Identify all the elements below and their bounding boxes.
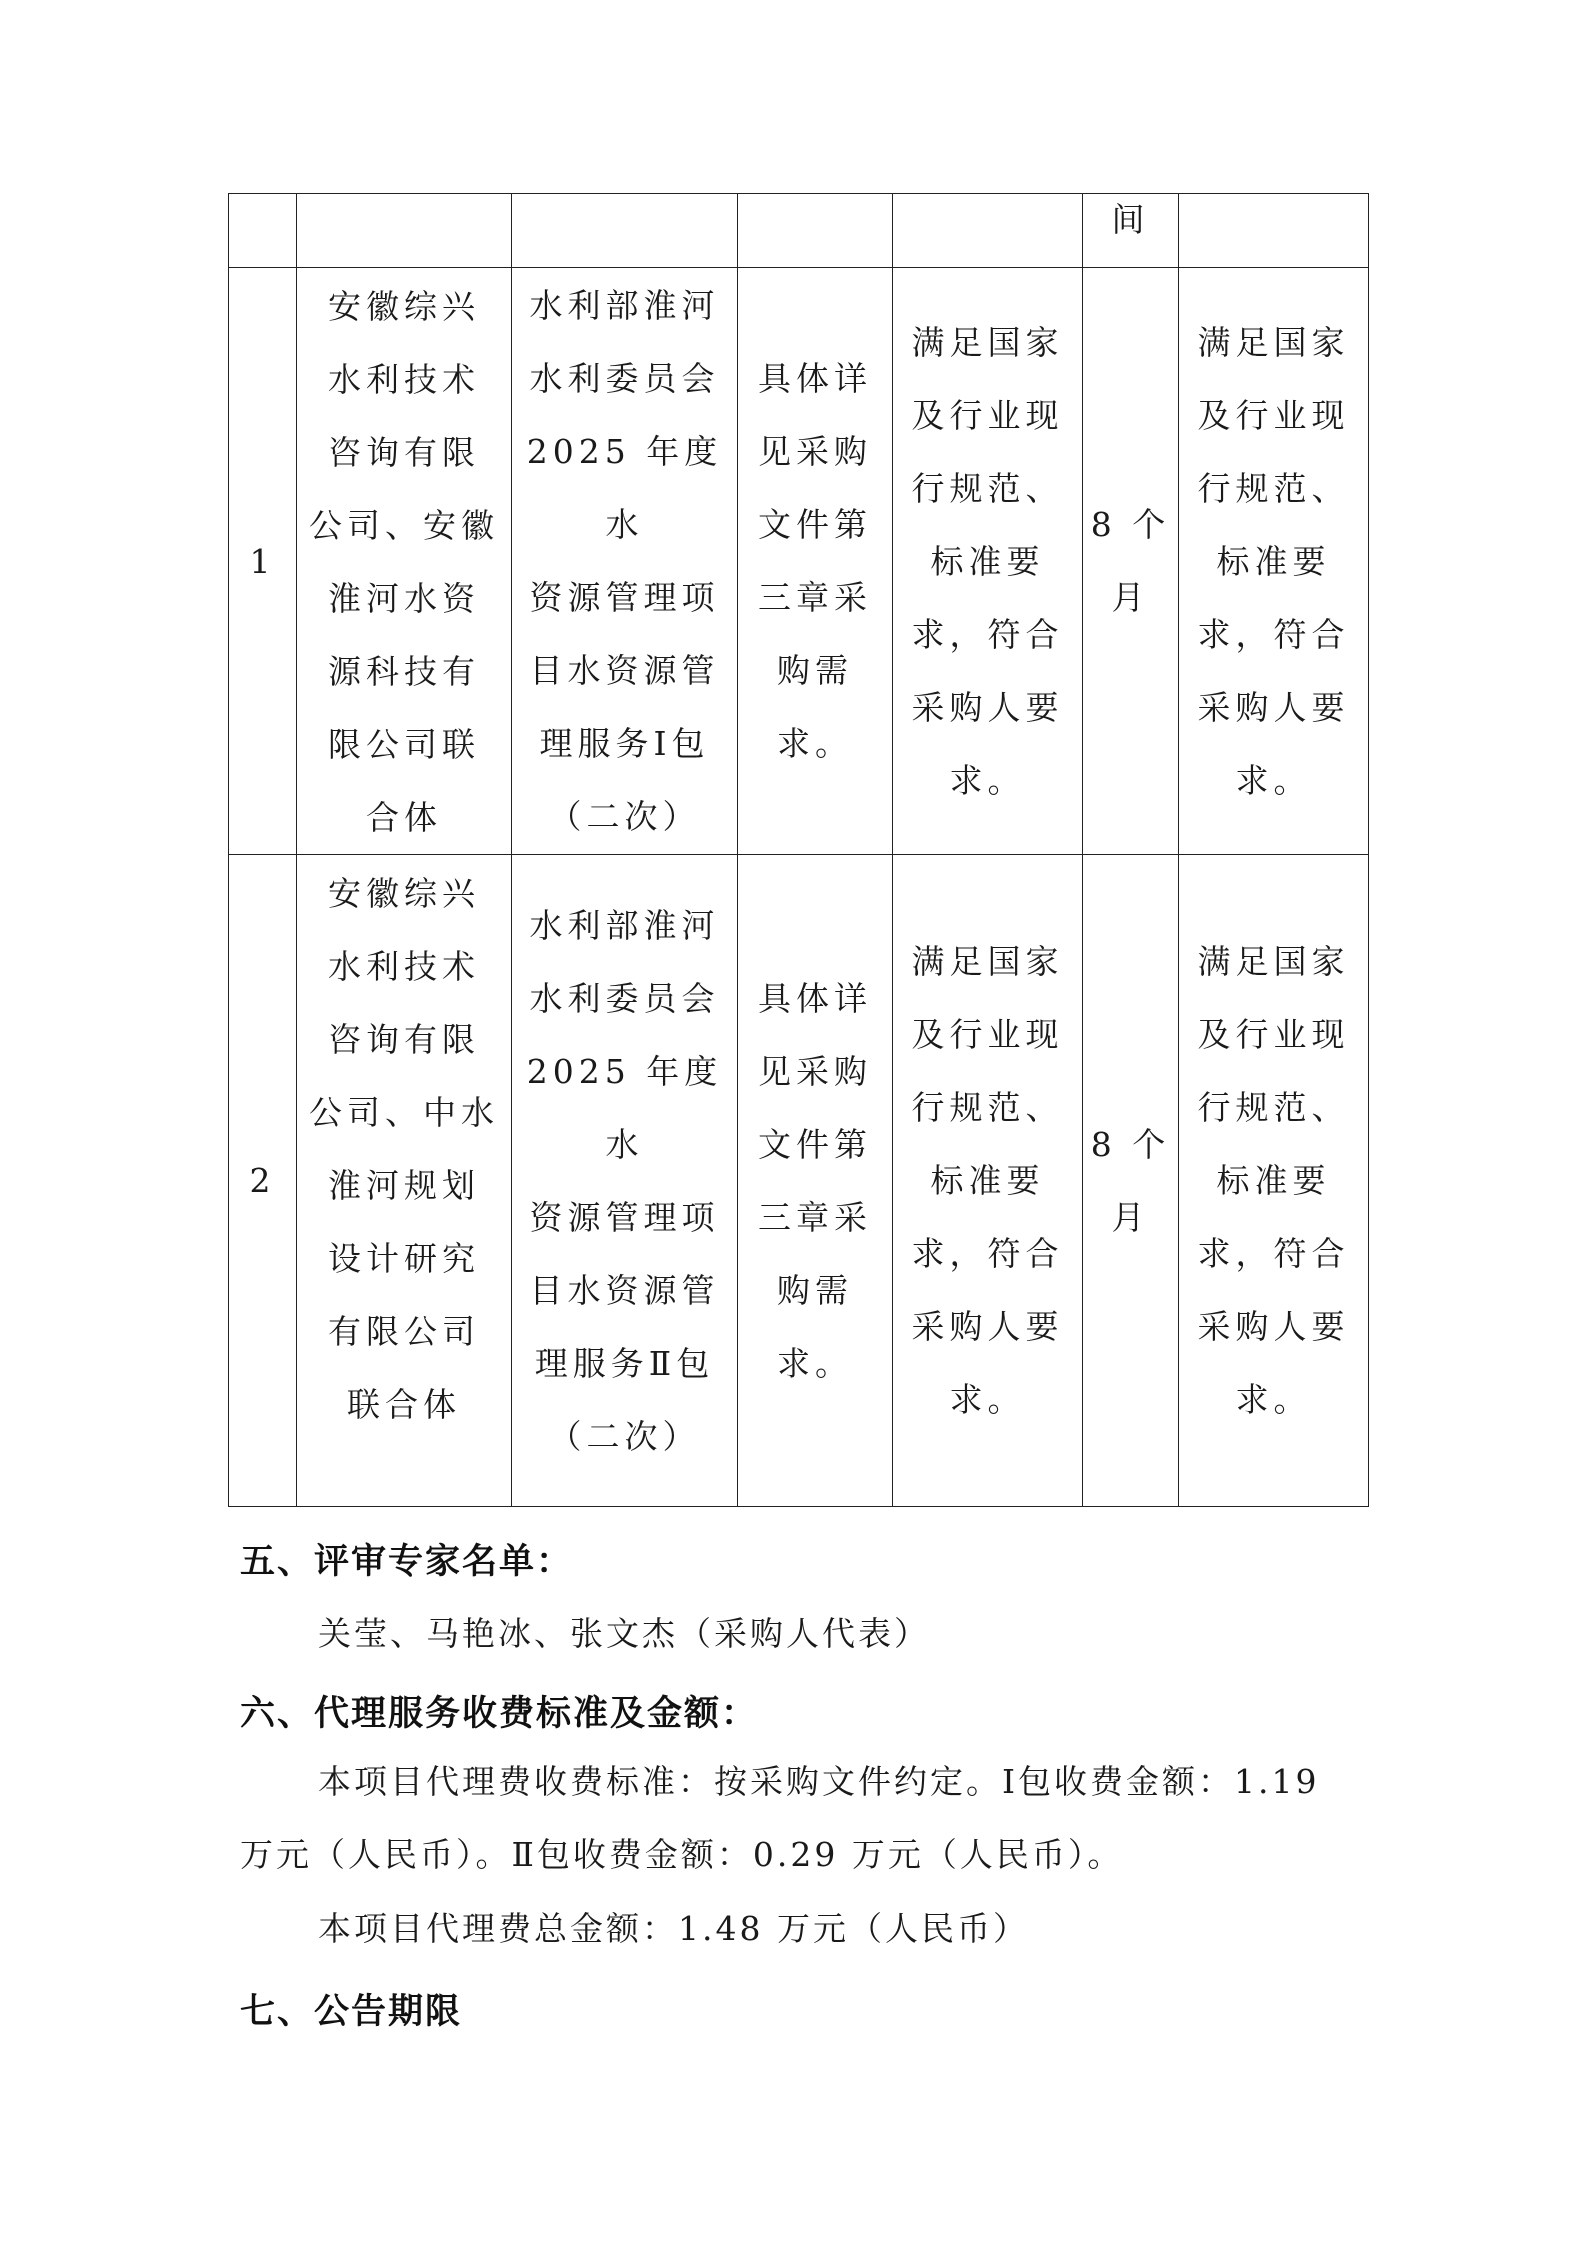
- header-cell: [297, 194, 512, 268]
- table-header-continuation-row: [229, 194, 1369, 268]
- row-number: 2: [229, 855, 297, 1507]
- fee-total: 本项目代理费总金额：1.48 万元（人民币）: [318, 1909, 1029, 1948]
- period-cell: 8 个 月: [1083, 855, 1179, 1507]
- header-cell: [229, 194, 297, 268]
- period-cell: 8 个 月: [1083, 268, 1179, 855]
- header-cell: [1179, 194, 1369, 268]
- supplier-cell: 安徽综兴 水利技术 咨询有限 公司、安徽 淮河水资 源科技有 限公司联 合体: [297, 268, 512, 855]
- table-row: [229, 268, 1369, 855]
- quality-cell: 满足国家 及行业现 行规范、 标准要 求，符合 采购人要 求。: [1179, 855, 1369, 1507]
- expert-list: 关莹、马艳冰、张文杰（采购人代表）: [318, 1614, 930, 1653]
- standard-cell: 满足国家 及行业现 行规范、 标准要 求，符合 采购人要 求。: [893, 268, 1083, 855]
- project-cell: 水利部淮河 水利委员会 2025 年度水 资源管理项 目水资源管 理服务Ⅰ包 （二次）: [512, 268, 738, 855]
- scope-cell: 具体详 见采购 文件第 三章采 购需 求。: [738, 855, 893, 1507]
- project-cell: 水利部淮河 水利委员会 2025 年度水 资源管理项 目水资源管 理服务Ⅱ包 （二次）: [512, 855, 738, 1507]
- header-fragment: 间: [1111, 200, 1150, 239]
- standard-cell: 满足国家 及行业现 行规范、 标准要 求，符合 采购人要 求。: [893, 855, 1083, 1507]
- row-number: 1: [229, 268, 297, 855]
- supplier-cell: 安徽综兴 水利技术 咨询有限 公司、中水 淮河规划 设计研究 有限公司 联合体: [297, 855, 512, 1507]
- table-row: [229, 855, 1369, 1507]
- scope-cell: 具体详 见采购 文件第 三章采 购需 求。: [738, 268, 893, 855]
- result-table: [228, 193, 1369, 1507]
- section6-title: 六、代理服务收费标准及金额：: [240, 1694, 759, 1734]
- quality-cell: 满足国家 及行业现 行规范、 标准要 求，符合 采购人要 求。: [1179, 268, 1369, 855]
- fee-standard-line1: 本项目代理费收费标准：按采购文件约定。Ⅰ包收费金额：1.19: [318, 1762, 1320, 1801]
- header-cell: [738, 194, 893, 268]
- section7-title: 七、公告期限: [240, 1992, 463, 2032]
- header-cell: [512, 194, 738, 268]
- fee-standard-line2: 万元（人民币）。Ⅱ包收费金额：0.29 万元（人民币）。: [240, 1835, 1124, 1874]
- header-cell: [893, 194, 1083, 268]
- header-cell-period: [1083, 194, 1179, 268]
- section5-title: 五、评审专家名单：: [240, 1542, 574, 1582]
